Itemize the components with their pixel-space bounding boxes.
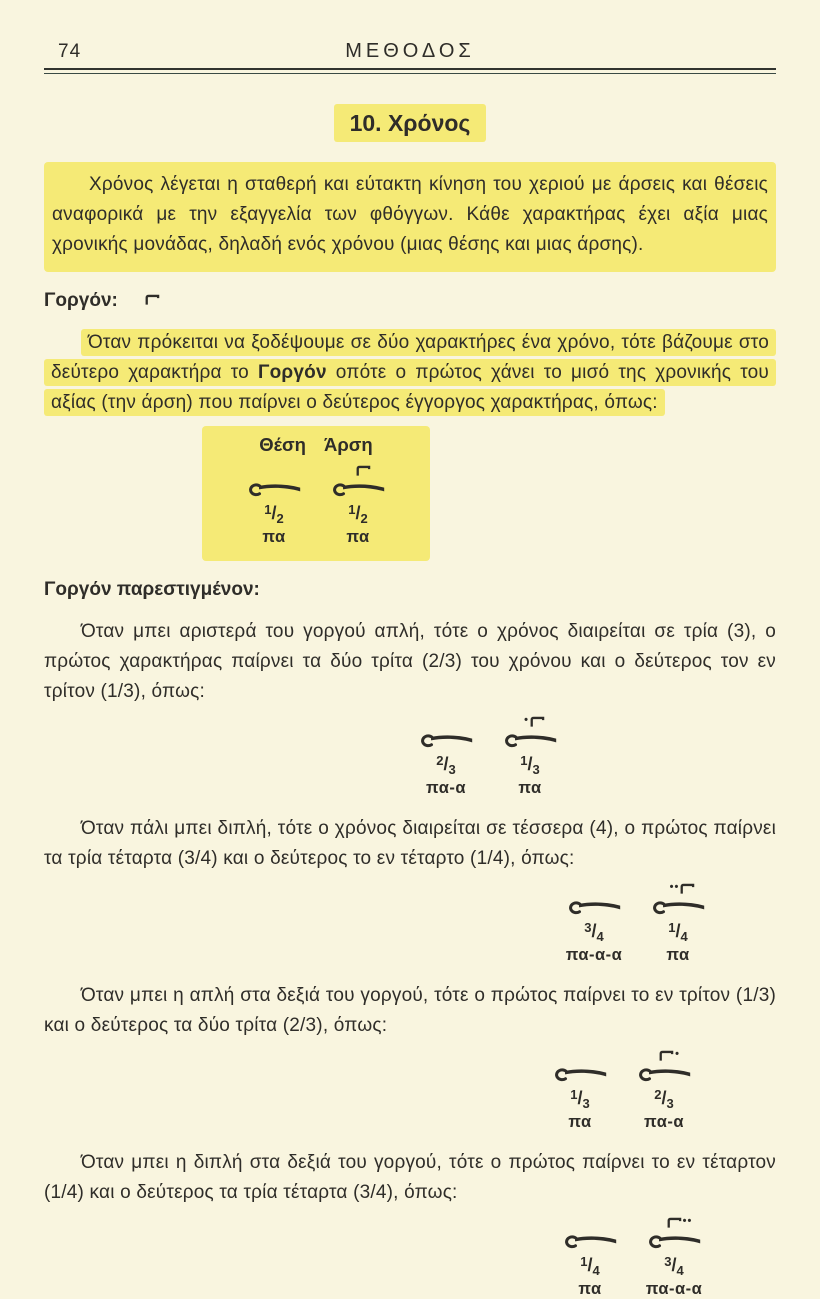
gorgon-row <box>656 1216 693 1232</box>
ison-neume-icon <box>565 898 623 917</box>
fraction-slash: / <box>355 503 361 523</box>
example-thirds-right <box>550 1049 776 1132</box>
neume-group <box>560 1216 620 1299</box>
fraction-denominator: 3 <box>532 762 540 777</box>
fraction-numerator: 1 <box>520 753 528 768</box>
time-fraction <box>580 1254 599 1278</box>
fraction-denominator: 4 <box>676 1263 684 1278</box>
fraction-numerator: 1 <box>348 502 356 517</box>
gorgon-icon <box>355 464 372 477</box>
ison-neume-icon <box>501 731 559 750</box>
fraction-numerator: 3 <box>584 920 592 935</box>
lyric: πα <box>578 1280 602 1298</box>
fraction-slash: / <box>587 1255 593 1275</box>
time-fraction <box>264 502 283 526</box>
lyric: πα <box>666 946 690 964</box>
fraction-denominator: 3 <box>448 762 456 777</box>
left-double-paragraph: Όταν πάλι μπει διπλή, τότε ο χρόνος διαιρείται σε τέσσερα (4), ο πρώτος παίρνει τα τρία τέταρτα (3/4) και ο δεύτερος το εν τέταρτο (1/4), όπως: <box>44 818 776 869</box>
ison-neume-icon <box>245 480 303 499</box>
time-fraction <box>436 753 455 777</box>
gorgon-row-empty <box>575 1049 585 1065</box>
gorgon-right-dots: •• <box>682 1215 693 1227</box>
fraction-denominator: 2 <box>360 511 368 526</box>
gorgon-row-empty <box>441 715 451 731</box>
fraction-numerator: 1 <box>570 1087 578 1102</box>
gorgon-icon <box>658 1049 675 1062</box>
neume-group <box>648 882 708 965</box>
fraction-numerator: 1 <box>580 1254 588 1269</box>
lyric: πα-α-α <box>565 946 623 964</box>
gorgon-label: Γοργόν: <box>44 290 118 311</box>
lyric: πα <box>518 779 542 797</box>
lyric: πα <box>346 528 370 546</box>
gorgon-row-empty <box>585 1216 595 1232</box>
example-quarters-left <box>564 882 776 965</box>
fraction-numerator: 2 <box>654 1087 662 1102</box>
section-title: 10. Χρόνος <box>334 104 487 142</box>
lyric: πα-α-α <box>645 1280 703 1298</box>
ison-neume-icon <box>417 731 475 750</box>
gorgon-icon <box>144 293 161 306</box>
fraction-slash: / <box>271 503 277 523</box>
neume-group <box>500 715 560 798</box>
fraction-slash: / <box>577 1088 583 1108</box>
example-thesis-arsis <box>202 426 430 561</box>
fraction-numerator: 1 <box>264 502 272 517</box>
gorgon-icon <box>679 882 696 895</box>
neume-group <box>328 464 388 547</box>
gorgon-icon <box>666 1216 683 1229</box>
gorgon-right-dots: • <box>675 1048 680 1060</box>
time-fraction <box>584 920 603 944</box>
gorgon-usage-paragraph <box>44 328 776 418</box>
gorgon-row <box>648 1049 680 1065</box>
gorgon-row-empty <box>269 464 279 480</box>
lyric: πα-α <box>426 779 466 797</box>
fraction-slash: / <box>671 1255 677 1275</box>
gorgon-usage-after: οπότε ο πρώτος χάνει το μισό της χρονικής του αξίας (την άρση) που παίρνει ο δεύτερος έγγοργος χαρακτήρας, όπως: <box>51 362 769 413</box>
lyric: πα <box>568 1113 592 1131</box>
fraction-numerator: 1 <box>668 920 676 935</box>
fraction-slash: / <box>527 754 533 774</box>
right-double-paragraph: Όταν μπει η διπλή στα δεξιά του γοργού, τότε ο πρώτος παίρνει το εν τέταρτον (1/4) και ο δεύτερος τα τρία τέταρτα (3/4), όπως: <box>44 1152 776 1203</box>
gorgon-icon <box>529 715 546 728</box>
fraction-denominator: 3 <box>666 1096 674 1111</box>
gorgon-row <box>660 882 697 898</box>
ison-neume-icon <box>649 898 707 917</box>
example-quarters-right <box>560 1216 776 1299</box>
ison-neume-icon <box>561 1232 619 1251</box>
fraction-slash: / <box>591 921 597 941</box>
neume-group <box>564 882 624 965</box>
fraction-numerator: 2 <box>436 753 444 768</box>
example-thirds-left <box>416 715 776 798</box>
ison-neume-icon <box>551 1065 609 1084</box>
fraction-denominator: 2 <box>276 511 284 526</box>
lyric: πα <box>262 528 286 546</box>
arsis-header: Άρση <box>323 434 373 455</box>
gorgon-definition-line <box>44 290 776 312</box>
fraction-slash: / <box>661 1088 667 1108</box>
neume-group <box>416 715 476 798</box>
ison-neume-icon <box>645 1232 703 1251</box>
gorgon-left-dots: • <box>524 714 529 726</box>
time-fraction <box>348 502 367 526</box>
parestigmenon-heading: Γοργόν παρεστιγμένον: <box>44 579 260 600</box>
example-headers <box>202 434 430 456</box>
section-title-row <box>44 110 776 137</box>
time-fraction <box>570 1087 589 1111</box>
neume-group <box>550 1049 610 1132</box>
fraction-denominator: 3 <box>582 1096 590 1111</box>
gorgon-usage-bold: Γοργόν <box>257 362 327 383</box>
ison-neume-icon <box>635 1065 693 1084</box>
page-header <box>44 40 776 63</box>
gorgon-row-empty <box>589 882 599 898</box>
running-title: ΜΕΘΟΔΟΣ <box>345 40 475 62</box>
time-fraction <box>520 753 539 777</box>
ison-neume-icon <box>329 480 387 499</box>
fraction-denominator: 4 <box>596 929 604 944</box>
neume-group <box>644 1216 704 1299</box>
intro-paragraph: Χρόνος λέγεται η σταθερή και εύτακτη κίνηση του χεριού με άρσεις και θέσεις αναφορικά με την εξαγγελία των φθόγγων. Κάθε χαρακτήρας έχει αξία μιας χρονικής μονάδας, δηλαδή ενός χρόνου (μιας θέσης και μιας άρσης). <box>44 162 776 272</box>
gorgon-row <box>514 715 546 731</box>
neume-group <box>634 1049 694 1132</box>
page-number: 74 <box>58 41 82 62</box>
neume-group <box>244 464 304 547</box>
gorgon-usage-before: Όταν πρόκειται να ξοδέψουμε σε δύο χαρακτήρες ένα χρόνο, τότε βάζουμε στο δεύτερο χαρακτήρα το <box>51 332 769 383</box>
lyric: πα-α <box>644 1113 684 1131</box>
fraction-denominator: 4 <box>680 929 688 944</box>
fraction-slash: / <box>443 754 449 774</box>
time-fraction <box>654 1087 673 1111</box>
gorgon-left-dots: •• <box>669 881 680 893</box>
fraction-slash: / <box>675 921 681 941</box>
gorgon-row <box>345 464 372 480</box>
header-rule <box>44 68 776 74</box>
left-single-paragraph: Όταν μπει αριστερά του γοργού απλή, τότε ο χρόνος διαιρείται σε τρία (3), ο πρώτος χαρακτήρας παίρνει τα δύο τρίτα (2/3) του χρόνου και ο δεύτερος τον εν τρίτον (1/3), όπως: <box>44 621 776 702</box>
time-fraction <box>664 1254 683 1278</box>
fraction-numerator: 3 <box>664 1254 672 1269</box>
time-fraction <box>668 920 687 944</box>
fraction-denominator: 4 <box>592 1263 600 1278</box>
right-single-paragraph: Όταν μπει η απλή στα δεξιά του γοργού, τότε ο πρώτος παίρνει το εν τρίτον (1/3) και ο δεύτερος τα δύο τρίτα (2/3), όπως: <box>44 985 776 1036</box>
thesis-header: Θέση <box>259 434 306 455</box>
